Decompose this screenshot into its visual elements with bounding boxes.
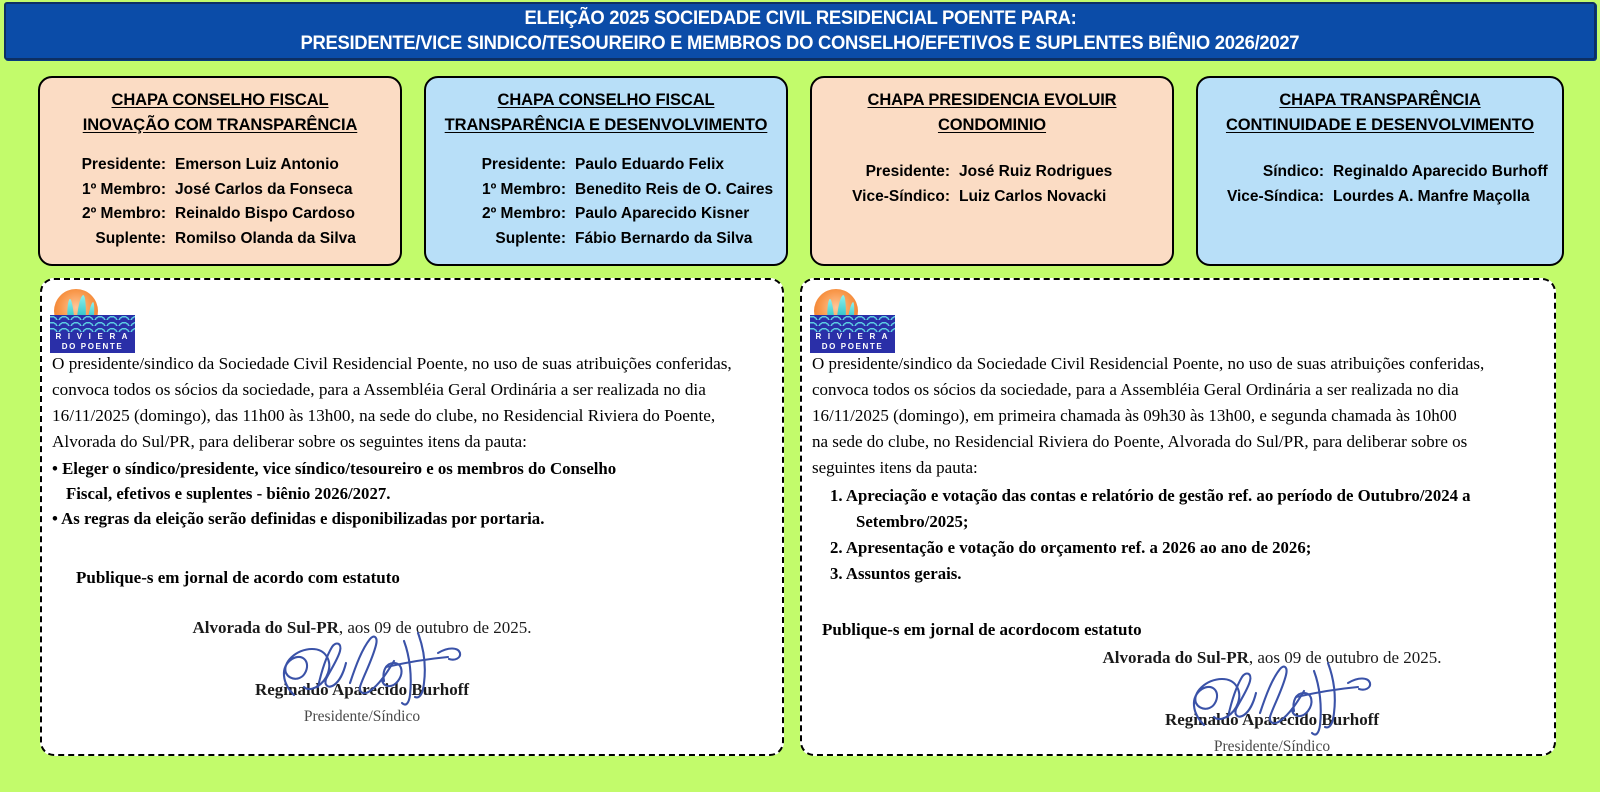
- logo-text-line-1: R I V I E R A: [815, 332, 890, 341]
- card-title-line-2: TRANSPARÊNCIA E DESENVOLVIMENTO: [444, 116, 768, 134]
- signature-name: Reginaldo Aparecido Burhoff: [1164, 710, 1380, 729]
- member-name: Emerson Luiz Antonio: [175, 156, 339, 173]
- agenda-numbered-item: [830, 561, 1544, 587]
- member-name: Romilso Olanda da Silva: [175, 229, 356, 247]
- member-name: Reinaldo Bispo Cardoso: [175, 205, 355, 222]
- agenda-numbered-item: [830, 535, 1544, 561]
- card-title: [820, 88, 1164, 138]
- member-row: [448, 227, 778, 252]
- member-row: [820, 185, 1164, 210]
- card-title: [1206, 88, 1554, 138]
- member-name: Luiz Carlos Novacki: [959, 187, 1107, 205]
- bullet-text: • Eleger o síndico/presidente, vice síndico/tesoureiro e os membros do Conselho: [52, 459, 617, 478]
- wave-icon: [50, 316, 135, 320]
- documents-row: [0, 278, 1600, 778]
- card-title-line-1: CHAPA CONSELHO FISCAL: [111, 91, 329, 109]
- card-member-list: [1206, 160, 1554, 209]
- member-role: 2º Membro:: [481, 205, 566, 222]
- member-name: Paulo Eduardo Felix: [575, 156, 724, 173]
- paragraph-line: O presidente/sindico da Sociedade Civil Residencial Poente, no uso de suas atribuições conferidas,: [52, 354, 732, 373]
- chapa-card-conselho-fiscal-transparencia[interactable]: [424, 76, 788, 266]
- election-title-banner: [4, 2, 1596, 60]
- agenda-numbered-item: [830, 483, 1544, 535]
- bullet-text: • As regras da eleição serão definidas e disponibilizadas por portaria.: [52, 509, 545, 528]
- signature-date-line: [82, 615, 642, 641]
- chapa-card-transparencia-continuidade[interactable]: [1196, 76, 1564, 266]
- logo-text-line-2: DO POENTE: [61, 342, 124, 351]
- publish-note: Publique-s em jornal de acordocom estatuto: [822, 620, 1142, 639]
- signature-block-left: [82, 615, 642, 730]
- paragraph-line: seguintes itens da pauta:: [812, 458, 978, 477]
- card-member-list: [820, 160, 1164, 209]
- logo-text-line-2: DO POENTE: [821, 342, 884, 351]
- member-role: Presidente:: [481, 156, 566, 173]
- paragraph-line: 16/11/2025 (domingo), das 11h00 às 13h00, na sede do clube, no Residencial Riviera do Poente,: [52, 406, 716, 425]
- member-row: [820, 160, 1164, 185]
- card-title: [434, 88, 778, 138]
- convocation-document-left[interactable]: [40, 278, 784, 756]
- item-text: 3. Assuntos gerais.: [830, 564, 962, 583]
- member-role: Suplente:: [495, 229, 566, 247]
- member-row: [448, 202, 778, 227]
- member-role: 2º Membro:: [81, 205, 166, 222]
- signature-date-rest: , aos 09 de outubro de 2025.: [1248, 648, 1442, 667]
- signature-city: Alvorada do Sul-PR: [1102, 648, 1249, 667]
- card-member-list: [434, 153, 778, 251]
- member-name: Benedito Reis de O. Caires: [575, 180, 774, 198]
- member-name: José Carlos da Fonseca: [175, 180, 353, 198]
- banner-title-line-2: PRESIDENTE/VICE SINDICO/TESOUREIRO E MEMBROS DO CONSELHO/EFETIVOS E SUPLENTES BIÊNIO 2026/2027: [300, 33, 1300, 54]
- member-role: Vice-Síndico:: [852, 187, 950, 205]
- bullet-text-continuation: Fiscal, efetivos e suplentes - biênio 2026/2027.: [66, 484, 391, 503]
- riviera-do-poente-logo-icon: [50, 289, 138, 353]
- paragraph-line: O presidente/sindico da Sociedade Civil Residencial Poente, no uso de suas atribuições conferidas,: [812, 354, 1485, 373]
- member-name: Lourdes A. Manfre Maçolla: [1333, 187, 1530, 205]
- paragraph-line: convoca todos os sócios da sociedade, para a Assembléia Geral Ordinária a ser realizada no dia: [812, 380, 1459, 399]
- card-title-line-2: CONTINUIDADE E DESENVOLVIMENTO: [1225, 116, 1535, 134]
- member-row: [1206, 160, 1554, 185]
- publish-note: Publique-s em jornal de acordo com estatuto: [76, 568, 400, 587]
- agenda-bullet-item: [52, 506, 772, 531]
- chapa-cards-row: [0, 76, 1600, 266]
- convocation-document-right[interactable]: [800, 278, 1556, 756]
- card-title-line-1: CHAPA PRESIDENCIA EVOLUIR: [867, 91, 1117, 109]
- signature-role: Presidente/Síndico: [1213, 738, 1331, 755]
- card-title-line-1: CHAPA TRANSPARÊNCIA: [1279, 91, 1481, 109]
- member-role: Presidente:: [81, 156, 166, 173]
- logo-nameplate: [810, 315, 895, 353]
- signature-city: Alvorada do Sul-PR: [192, 618, 339, 637]
- member-row: [448, 178, 778, 203]
- card-title-line-2: CONDOMINIO: [937, 116, 1047, 134]
- card-member-list: [48, 153, 392, 251]
- member-row: [48, 178, 392, 203]
- member-name: Fábio Bernardo da Silva: [575, 229, 753, 247]
- item-text: 2. Apresentação e votação do orçamento ref. a 2026 ao ano de 2026;: [830, 538, 1312, 557]
- logo-text: [50, 332, 135, 352]
- member-row: [48, 202, 392, 227]
- member-role: 1º Membro:: [481, 180, 566, 198]
- agenda-bullet-list: [52, 456, 772, 531]
- member-role: Suplente:: [95, 229, 166, 247]
- chapa-card-presidencia-evoluir[interactable]: [810, 76, 1174, 266]
- logo-text-line-1: R I V I E R A: [55, 332, 130, 341]
- member-row: [48, 227, 392, 252]
- signature-role: Presidente/Síndico: [303, 708, 421, 725]
- member-role: Vice-Síndica:: [1226, 187, 1324, 205]
- logo-text: [810, 332, 895, 352]
- member-role: Presidente:: [865, 163, 950, 180]
- signature-date-rest: , aos 09 de outubro de 2025.: [338, 618, 532, 637]
- logo-nameplate: [50, 315, 135, 353]
- card-title-line-1: CHAPA CONSELHO FISCAL: [497, 91, 715, 109]
- item-text: 1. Apreciação e votação das contas e relatório de gestão ref. ao período de Outubro/2024 a: [830, 486, 1471, 505]
- paragraph-line: convoca todos os sócios da sociedade, para a Assembléia Geral Ordinária a ser realizada no dia: [52, 380, 706, 399]
- member-row: [48, 153, 392, 178]
- signature-block-right: [992, 645, 1552, 756]
- agenda-numbered-list: [812, 483, 1544, 587]
- signature-name: Reginaldo Aparecido Burhoff: [254, 680, 470, 699]
- paragraph-line: Alvorada do Sul/PR, para deliberar sobre os seguintes itens da pauta:: [52, 432, 527, 451]
- member-name: Reginaldo Aparecido Burhoff: [1333, 163, 1548, 180]
- signature-date-line: [992, 645, 1552, 671]
- member-name: José Ruiz Rodrigues: [959, 163, 1113, 180]
- document-body-right: [802, 351, 1554, 756]
- wave-icon: [50, 322, 135, 326]
- member-name: Paulo Aparecido Kisner: [575, 205, 750, 222]
- riviera-do-poente-logo-icon: [810, 289, 898, 353]
- paragraph-line: 16/11/2025 (domingo), em primeira chamada às 09h30 às 13h00, e segunda chamada às 10h00: [812, 406, 1457, 425]
- agenda-bullet-item: [52, 456, 772, 506]
- card-title-line-2: INOVAÇÃO COM TRANSPARÊNCIA: [82, 116, 358, 134]
- wave-icon: [810, 322, 895, 326]
- paragraph-line: na sede do clube, no Residencial Riviera do Poente, Alvorada do Sul/PR, para deliberar sobre os: [812, 432, 1468, 451]
- member-row: [1206, 185, 1554, 210]
- document-body-left: [42, 351, 782, 730]
- banner-title-line-1: ELEIÇÃO 2025 SOCIEDADE CIVIL RESIDENCIAL POENTE PARA:: [524, 8, 1076, 29]
- member-role: 1º Membro:: [81, 180, 166, 198]
- card-title: [48, 88, 392, 138]
- member-row: [448, 153, 778, 178]
- item-text-continuation: Setembro/2025;: [856, 512, 969, 531]
- member-role: Síndico:: [1262, 163, 1324, 180]
- chapa-card-conselho-fiscal-inovacao[interactable]: [38, 76, 402, 266]
- wave-icon: [810, 316, 895, 320]
